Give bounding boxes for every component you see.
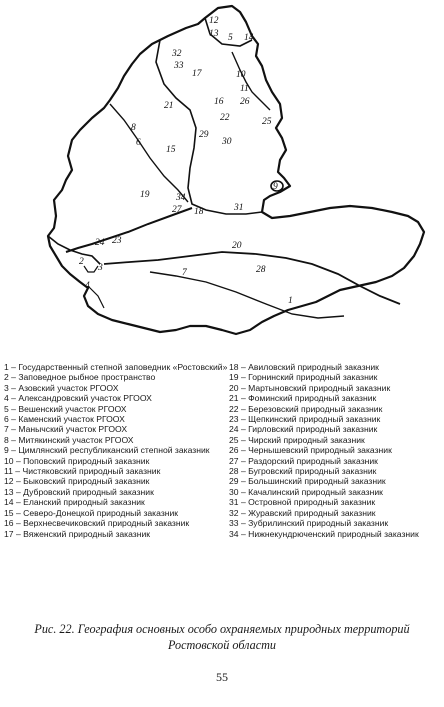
map-label: 20: [232, 241, 242, 251]
legend-item: 14 – Еланский природный заказник: [4, 497, 145, 508]
map-label: 33: [174, 61, 184, 71]
legend-right: [229, 362, 441, 539]
river-don: [156, 40, 262, 214]
legend-left: [4, 362, 229, 539]
map-label: 27: [172, 205, 182, 215]
legend-item: 34 – Нижнекундрюченский природный заказник: [229, 528, 419, 539]
map-label: 10: [236, 70, 246, 80]
legend-item: 18 – Авиловский природный заказник: [229, 362, 379, 372]
legend-item: 26 – Чернышевский природный заказник: [229, 445, 392, 456]
map-label: 9: [273, 182, 278, 192]
legend-item: 23 – Щепкинский природный заказник: [229, 414, 381, 425]
map-label: 23: [112, 236, 122, 246]
legend-item: 22 – Березовский природный заказник: [229, 403, 383, 414]
page-number: 55: [216, 670, 228, 684]
legend-item: 13 – Дубровский природный заказник: [4, 486, 154, 497]
legend-item: 25 – Чирский природный заказник: [229, 434, 365, 445]
legend-item: 16 – Верхнесвечиковский природный заказник: [4, 518, 190, 529]
legend-item: 17 – Вяженский природный заказник: [4, 528, 151, 539]
legend-item: 28 – Бугровский природный заказник: [229, 466, 377, 477]
map-label: 4: [85, 281, 90, 291]
legend-item: 8 – Митякинский участок РГООХ: [4, 434, 134, 445]
legend-item: 1 – Государственный степной заповедник «Ростовский»: [4, 362, 228, 372]
map-label: 25: [262, 117, 272, 127]
map-label: 1: [288, 296, 293, 306]
legend-item: 5 – Вешенский участок РГООХ: [4, 403, 127, 414]
legend-item: 9 – Цимлянский республиканский степной заказник: [4, 445, 210, 456]
legend-item: 27 – Раздорский природный заказник: [229, 455, 378, 466]
map-label: 22: [220, 113, 230, 123]
legend-item: 20 – Мартыновский природный заказник: [229, 382, 391, 393]
legend-item: 15 – Северо-Донецкой природный заказник: [4, 507, 179, 518]
map-label: 31: [234, 203, 244, 213]
map-label: 7: [182, 268, 187, 278]
legend-item: 30 – Качалинский природный заказник: [229, 486, 383, 497]
legend-item: 21 – Фоминский природный заказник: [229, 393, 377, 404]
map-label: 30: [222, 137, 232, 147]
legend-item: 33 – Зубрилинский природный заказник: [229, 518, 389, 529]
map-label: 18: [194, 207, 204, 217]
map-label: 26: [240, 97, 250, 107]
legend-item: 2 – Заповедное рыбное пространство: [4, 372, 156, 383]
river-manych: [104, 252, 400, 304]
legend-item: 10 – Поповский природный заказник: [4, 455, 150, 466]
map-label: 12: [209, 16, 219, 26]
legend-item: 11 – Чистяковский природный заказник: [4, 466, 161, 477]
map-label: 24: [95, 238, 105, 248]
legend-item: 7 – Манычский участок РГООХ: [4, 424, 128, 435]
map-label: 29: [199, 130, 209, 140]
legend-item: 29 – Большинский природный заказник: [229, 476, 386, 487]
legend-item: 19 – Горнинский природный заказник: [229, 372, 378, 383]
map-label: 3: [98, 263, 103, 273]
map-label: 11: [240, 84, 249, 94]
map-label: 16: [214, 97, 224, 107]
legend-item: 12 – Быковский природный заказник: [4, 476, 150, 487]
legend-item: 24 – Гирловский природный заказник: [229, 424, 378, 435]
figure-caption: Рис. 22. География основных особо охраняемых природных территорий Ростовской области: [34, 622, 410, 652]
map-label: 34: [176, 193, 186, 203]
map-label: 6: [136, 138, 141, 148]
legend-item: 31 – Островной природный заказник: [229, 497, 376, 508]
map-label: 17: [192, 69, 202, 79]
map-label: 8: [131, 123, 136, 133]
map-label: 19: [140, 190, 150, 200]
map-label: 14: [244, 33, 254, 43]
map-label: 32: [172, 49, 182, 59]
map-label: 2: [79, 257, 84, 267]
map-label: 21: [164, 101, 174, 111]
legend-item: 6 – Каменский участок РГООХ: [4, 414, 125, 425]
legend-item: 3 – Азовский участок РГООХ: [4, 382, 119, 393]
legend-item: 32 – Журавский природный заказник: [229, 507, 376, 518]
map-label: 5: [228, 33, 233, 43]
map-label: 13: [209, 29, 219, 39]
legend-item: 4 – Александровский участок РГООХ: [4, 393, 152, 404]
region-border: [48, 6, 424, 334]
map-label: 15: [166, 145, 176, 155]
map-label: 28: [256, 265, 266, 275]
